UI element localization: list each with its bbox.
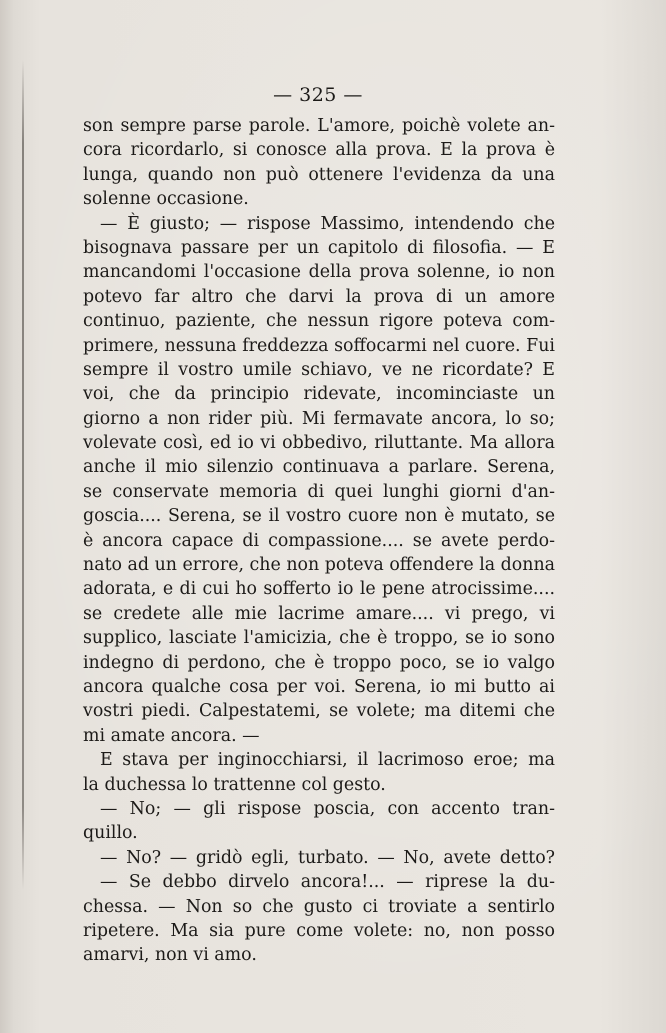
text-line: goscia.... Serena, se il vostro cuore non è mutato, se [83,506,555,527]
text-line: adorata, e di cui ho sofferto io le pene atrocissime.... [83,579,555,600]
text-line: E stava per inginocchiarsi, il lacrimoso eroe; ma [100,750,555,771]
text-line: chessa. — Non so che gusto ci troviate a sentirlo [83,896,555,917]
text-line: supplico, lasciate l'amicizia, che è troppo, se io sono [83,628,555,649]
text-line: è ancora capace di compassione.... se avete perdo- [83,530,555,551]
text-line: la duchessa lo trattenne col gesto. [83,774,386,795]
text-line: primere, nessuna freddezza soffocarmi nel cuore. Fui [83,335,555,356]
text-line: mancandomi l'occasione della prova solenne, io non [83,262,555,283]
text-line: se conservate memoria di quei lunghi giorni d'an- [83,481,555,502]
text-line: vostri piedi. Calpestatemi, se volete; ma ditemi che [83,701,555,722]
page-gutter-edge [22,60,24,890]
text-line: continuo, paziente, che nessun rigore poteva com- [83,311,555,332]
text-line: voi, che da principio ridevate, incominciaste un [83,384,555,405]
text-line: potevo far altro che darvi la prova di un amore [83,286,555,307]
text-line: cora ricordarlo, si conosce alla prova. E la prova è [83,140,555,161]
text-line: volevate così, ed io vi obbedivo, riluttante. Ma allora [83,433,555,454]
text-line: solenne occasione. [83,189,249,210]
text-line: se credete alle mie lacrime amare.... vi prego, vi [83,603,555,624]
text-line: amarvi, non vi amo. [83,945,257,966]
text-line: — No; — gli rispose poscia, con accento tran- [100,798,555,819]
text-line: — È giusto; — rispose Massimo, intendendo che [100,213,555,234]
page-number: — 325 — [273,84,363,106]
text-line: son sempre parse parole. L'amore, poichè volete an- [83,116,555,136]
body-text [83,114,555,968]
text-line: quillo. [83,823,138,844]
text-line: giorno a non rider più. Mi fermavate ancora, lo so; [83,408,555,429]
text-line: mi amate ancora. — [83,725,260,746]
text-line: — No? — gridò egli, turbato. — No, avete detto? [100,847,555,868]
text-line: sempre il vostro umile schiavo, ve ne ricordate? E [83,359,555,380]
text-line: ancora qualche cosa per voi. Serena, io mi butto ai [83,676,555,697]
text-line: anche il mio silenzio continuava a parlare. Serena, [83,457,555,478]
text-line: lunga, quando non può ottenere l'evidenza da una [83,164,555,185]
text-line: nato ad un errore, che non poteva offendere la donna [83,555,556,576]
text-line: — Se debbo dirvelo ancora!... — riprese la du- [100,872,555,893]
text-line: bisognava passare per un capitolo di filosofia. — E [83,237,555,258]
text-line: ripetere. Ma sia pure come volete: no, non posso [83,920,555,941]
text-line: indegno di perdono, che è troppo poco, se io valgo [83,652,555,673]
